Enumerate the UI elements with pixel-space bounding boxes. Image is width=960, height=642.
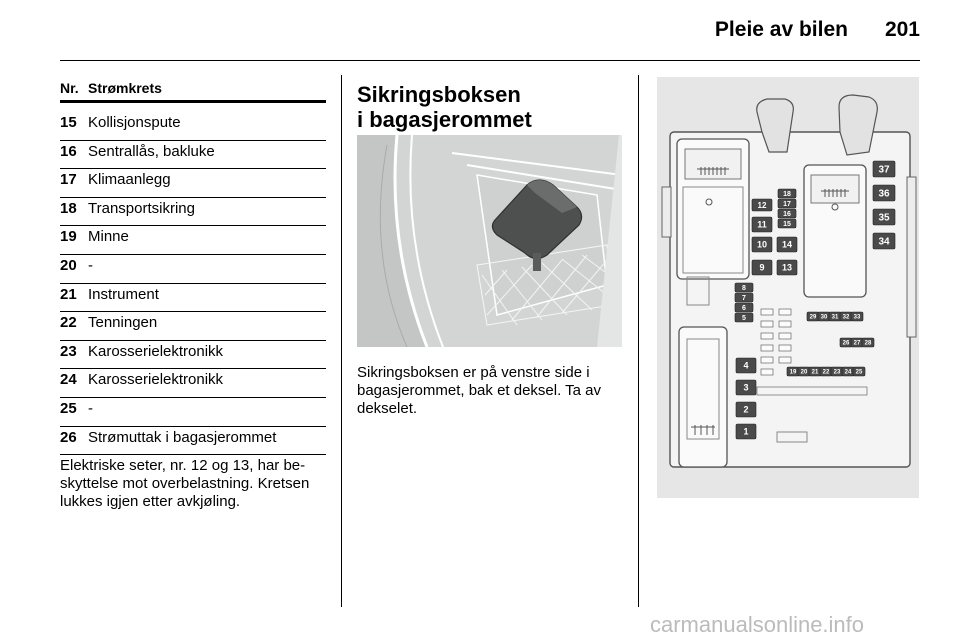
row-number: 24 bbox=[60, 371, 77, 389]
running-header-title: Pleie av bilen bbox=[714, 18, 848, 41]
svg-text:37: 37 bbox=[878, 164, 890, 176]
page-number: 201 bbox=[884, 18, 920, 41]
row-circuit: - bbox=[88, 399, 93, 417]
section-title bbox=[357, 82, 627, 132]
svg-text:3: 3 bbox=[743, 382, 749, 393]
row-circuit: Karosserielektronikk bbox=[88, 342, 224, 360]
svg-text:27: 27 bbox=[853, 340, 861, 347]
svg-text:6: 6 bbox=[742, 305, 746, 313]
svg-text:23: 23 bbox=[833, 369, 841, 376]
row-circuit: Instrument bbox=[88, 285, 159, 303]
row-number: 22 bbox=[60, 314, 77, 332]
table-row bbox=[60, 341, 326, 370]
row-number: 16 bbox=[60, 142, 77, 160]
column-divider-left bbox=[341, 75, 342, 607]
header-rule bbox=[60, 60, 920, 61]
svg-text:9: 9 bbox=[759, 262, 765, 273]
svg-text:25: 25 bbox=[855, 369, 863, 376]
svg-text:12: 12 bbox=[757, 200, 767, 210]
row-circuit: Tenningen bbox=[88, 314, 158, 332]
svg-text:19: 19 bbox=[789, 369, 797, 376]
fuse-8-label bbox=[735, 283, 753, 292]
row-number: 19 bbox=[60, 228, 77, 246]
svg-text:36: 36 bbox=[878, 188, 890, 200]
section-title-line1: Sikringsboksen bbox=[357, 82, 521, 107]
svg-text:16: 16 bbox=[783, 211, 791, 219]
table-row bbox=[60, 141, 326, 170]
fuse-14-label bbox=[777, 237, 797, 252]
table-row bbox=[60, 398, 326, 427]
fuse-13-label bbox=[777, 260, 797, 275]
fuse-1-label bbox=[736, 424, 756, 439]
table-header-rule bbox=[60, 100, 326, 103]
svg-text:11: 11 bbox=[757, 219, 767, 230]
svg-text:30: 30 bbox=[820, 314, 828, 321]
fuse-30-label bbox=[818, 312, 830, 321]
fuse-34-label bbox=[873, 233, 895, 249]
fuse-10-label bbox=[752, 237, 772, 252]
table-row bbox=[60, 198, 326, 227]
row-number: 15 bbox=[60, 114, 77, 131]
fuse-21-label bbox=[809, 367, 821, 376]
fuse-36-label bbox=[873, 185, 895, 201]
fuse-23-label bbox=[831, 367, 843, 376]
fuse-15-label bbox=[778, 219, 796, 228]
row-circuit: Kollisjonspute bbox=[88, 114, 181, 131]
fuse-17-label bbox=[778, 199, 796, 208]
fuse-18-label bbox=[778, 189, 796, 198]
row-number: 23 bbox=[60, 342, 77, 360]
svg-text:17: 17 bbox=[783, 201, 791, 209]
svg-text:5: 5 bbox=[742, 315, 746, 323]
svg-text:13: 13 bbox=[781, 262, 793, 273]
fuse-6-label bbox=[735, 303, 753, 312]
table-header-circuit: Strømkrets bbox=[88, 80, 162, 96]
svg-text:20: 20 bbox=[800, 369, 808, 376]
table-row bbox=[60, 112, 326, 141]
svg-text:31: 31 bbox=[831, 314, 839, 321]
fuse-32-label bbox=[840, 312, 852, 321]
fuse-37-label bbox=[873, 161, 895, 177]
row-circuit: Transportsikring bbox=[88, 199, 195, 217]
row-number: 26 bbox=[60, 428, 77, 446]
svg-text:33: 33 bbox=[853, 314, 861, 321]
svg-text:18: 18 bbox=[783, 191, 791, 199]
fuse-table bbox=[60, 112, 326, 455]
fuse-4-label bbox=[736, 358, 756, 373]
fuse-20-label bbox=[798, 367, 810, 376]
svg-text:34: 34 bbox=[878, 236, 890, 248]
column-divider-right bbox=[638, 75, 639, 607]
svg-text:15: 15 bbox=[783, 221, 791, 229]
row-number: 20 bbox=[60, 256, 77, 274]
row-circuit: - bbox=[88, 256, 93, 274]
svg-text:14: 14 bbox=[781, 239, 793, 250]
svg-text:24: 24 bbox=[844, 369, 852, 376]
table-row bbox=[60, 226, 326, 255]
footer-watermark: carmanualsonline.info bbox=[650, 612, 865, 637]
svg-text:26: 26 bbox=[842, 340, 850, 347]
fuse-9-label bbox=[752, 260, 772, 275]
fuse-35-label bbox=[873, 209, 895, 225]
table-row bbox=[60, 427, 326, 456]
table-row bbox=[60, 284, 326, 313]
fuse-7-label bbox=[735, 293, 753, 302]
svg-text:28: 28 bbox=[864, 340, 872, 347]
fuse-box-diagram bbox=[657, 77, 919, 498]
fuse-16-label bbox=[778, 209, 796, 218]
svg-text:21: 21 bbox=[811, 369, 819, 376]
fuse-3-label bbox=[736, 380, 756, 395]
fuse-5-label bbox=[735, 313, 753, 322]
fuse-27-label bbox=[851, 338, 863, 347]
section-body: Sikringsboksen er på venstre side i bagasjerommet, bak et deksel. Ta av dekselet. bbox=[357, 364, 602, 417]
row-circuit: Strømuttak i bagasjerommet bbox=[88, 428, 277, 446]
table-header-nr: Nr. bbox=[60, 80, 79, 96]
row-number: 25 bbox=[60, 399, 77, 417]
row-circuit: Minne bbox=[88, 228, 129, 246]
svg-text:8: 8 bbox=[742, 285, 746, 293]
fuse-11-label bbox=[752, 217, 772, 232]
row-number: 17 bbox=[60, 171, 77, 189]
row-circuit: Karosserielektronikk bbox=[88, 371, 224, 389]
fuse-25-label bbox=[853, 367, 865, 376]
row-number: 18 bbox=[60, 199, 77, 217]
table-row bbox=[60, 255, 326, 284]
fuse-29-label bbox=[807, 312, 819, 321]
fuse-2-label bbox=[736, 402, 756, 417]
fuse-31-label bbox=[829, 312, 841, 321]
svg-text:10: 10 bbox=[756, 239, 768, 250]
fuse-24-label bbox=[842, 367, 854, 376]
row-circuit: Klimaanlegg bbox=[88, 171, 171, 189]
row-circuit: Sentrallås, bakluke bbox=[88, 142, 215, 160]
svg-text:1: 1 bbox=[743, 426, 749, 437]
fuse-22-label bbox=[820, 367, 832, 376]
overload-note: Elektriske seter, nr. 12 og 13, har be-skyttelse mot overbelastning. Kretsen lukkes igjen etter avkjøling. bbox=[60, 457, 310, 510]
svg-text:7: 7 bbox=[742, 295, 746, 303]
svg-text:32: 32 bbox=[842, 314, 850, 321]
section-title-line2: i bagasjerommet bbox=[357, 107, 532, 132]
fuse-12-label bbox=[752, 199, 772, 211]
svg-text:29: 29 bbox=[809, 314, 817, 321]
trunk-fusebox-illustration bbox=[357, 135, 622, 347]
svg-text:35: 35 bbox=[878, 212, 890, 224]
fuse-33-label bbox=[851, 312, 863, 321]
fuse-19-label bbox=[787, 367, 799, 376]
svg-text:22: 22 bbox=[822, 369, 830, 376]
fuse-26-label bbox=[840, 338, 852, 347]
table-row bbox=[60, 369, 326, 398]
fuse-28-label bbox=[862, 338, 874, 347]
svg-text:2: 2 bbox=[743, 404, 749, 415]
row-number: 21 bbox=[60, 285, 77, 303]
table-row bbox=[60, 169, 326, 198]
svg-text:4: 4 bbox=[743, 360, 749, 371]
table-row bbox=[60, 312, 326, 341]
